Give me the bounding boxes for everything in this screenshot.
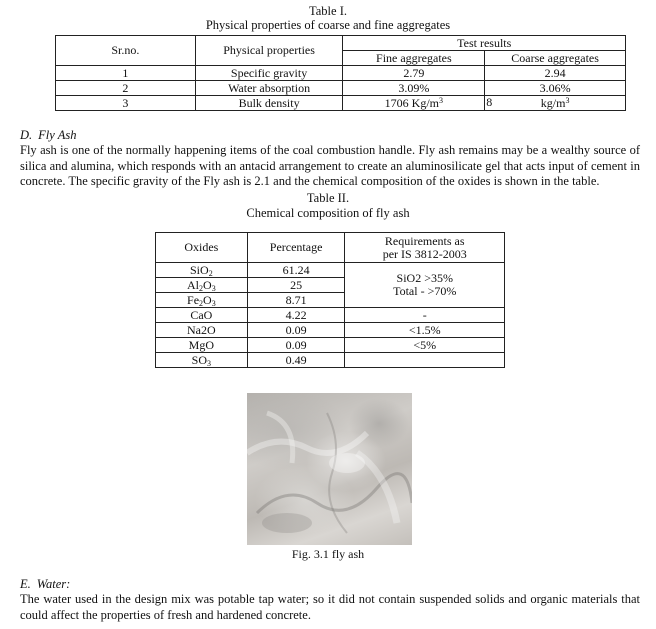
table-row xyxy=(156,353,505,368)
oxide-subscript: 3 xyxy=(207,358,212,368)
header-sr-no: Sr.no. xyxy=(56,36,196,66)
section-e-title: Water: xyxy=(36,577,71,591)
cell-fine xyxy=(343,96,485,111)
cell-requirement: - xyxy=(345,308,505,323)
oxide-formula: SiO xyxy=(190,262,209,277)
table2-title: Table II. xyxy=(306,191,350,205)
cell-requirement: <1.5% xyxy=(345,323,505,338)
cell-property: Bulk density xyxy=(195,96,343,111)
section-d-label: D. xyxy=(20,128,33,142)
oxide-formula-part: O xyxy=(203,292,212,307)
table-row xyxy=(56,66,626,81)
cell-oxide: MgO xyxy=(156,338,248,353)
physical-properties-table xyxy=(55,35,626,111)
header-test-results: Test results xyxy=(343,36,626,51)
table1-title: Table I. xyxy=(309,4,347,18)
oxide-subscript: 2 xyxy=(208,268,213,278)
header-percentage: Percentage xyxy=(247,233,345,263)
section-d-heading xyxy=(20,128,76,143)
fine-unit-sup: 3 xyxy=(439,95,443,105)
header-coarse-aggregates: Coarse aggregates xyxy=(485,51,626,66)
cell-percentage: 61.24 xyxy=(247,263,345,278)
requirements-line2: per IS 3812-2003 xyxy=(382,246,467,261)
cell-percentage: 4.22 xyxy=(247,308,345,323)
cell-percentage: 0.49 xyxy=(247,353,345,368)
cell-property: Specific gravity xyxy=(195,66,343,81)
oxide-subscript: 2 xyxy=(199,298,204,308)
figure-caption: Fig. 3.1 fly ash xyxy=(291,547,365,561)
cell-sr: 2 xyxy=(56,81,196,96)
section-d-paragraph: Fly ash is one of the normally happening items of the coal combustion handle. Fly ash remains may be a wealthy source of silica and alumina, which responds with an antacid arrangement to create an aluminosilicate gel that acts input of cement in concrete. The specific gravity of the Fly ash is 2.1 and the chemical composition of the oxides is shown in the table. xyxy=(20,143,640,188)
oxide-subscript: 2 xyxy=(199,283,204,293)
fine-value: 1706 Kg/m xyxy=(384,95,439,110)
cell-coarse xyxy=(485,96,626,111)
section-d-title: Fly Ash xyxy=(38,128,77,142)
table-row xyxy=(156,263,505,278)
requirements-line1: Requirements as xyxy=(384,233,465,248)
section-e-paragraph: The water used in the design mix was potable tap water; so it did not contain suspended solids and organic materials that could affect the properties of fresh and hardened concrete. xyxy=(20,592,640,622)
oxide-formula: Al xyxy=(187,277,200,292)
cell-requirement xyxy=(345,353,505,368)
cell-merged-requirement xyxy=(345,263,505,308)
cell-percentage: 0.09 xyxy=(247,323,345,338)
table-row xyxy=(56,96,626,111)
cell-requirement: <5% xyxy=(345,338,505,353)
cell-oxide xyxy=(156,293,248,308)
cell-sr: 1 xyxy=(56,66,196,81)
coarse-unit-sup: 3 xyxy=(565,95,570,105)
coarse-stray-digit: 8 xyxy=(486,95,493,109)
cell-oxide: CaO xyxy=(156,308,248,323)
cell-percentage: 25 xyxy=(247,278,345,293)
cell-property: Water absorption xyxy=(195,81,343,96)
header-fine-aggregates: Fine aggregates xyxy=(343,51,485,66)
header-physical-properties: Physical properties xyxy=(195,36,343,66)
cell-percentage: 8.71 xyxy=(247,293,345,308)
requirement-total: Total - >70% xyxy=(393,284,457,298)
cell-coarse: 3.06% xyxy=(485,81,626,96)
oxide-subscript: 3 xyxy=(211,283,216,293)
section-e-heading xyxy=(20,577,70,592)
cell-oxide xyxy=(156,278,248,293)
fly-ash-photo xyxy=(247,393,412,545)
section-e-label: E. xyxy=(20,577,31,591)
cell-oxide xyxy=(156,263,248,278)
table-row xyxy=(156,323,505,338)
cell-percentage: 0.09 xyxy=(247,338,345,353)
oxide-formula-part: O xyxy=(203,277,212,292)
table-row xyxy=(56,81,626,96)
fly-ash-texture xyxy=(247,393,412,545)
header-oxides: Oxides xyxy=(156,233,248,263)
table2-caption: Chemical composition of fly ash xyxy=(246,206,410,220)
cell-oxide xyxy=(156,353,248,368)
cell-sr: 3 xyxy=(56,96,196,111)
oxide-formula: SO xyxy=(191,352,208,367)
table1-caption: Physical properties of coarse and fine aggregates xyxy=(205,18,451,32)
cell-coarse: 2.94 xyxy=(485,66,626,81)
cell-fine: 3.09% xyxy=(343,81,485,96)
oxide-formula: Fe xyxy=(187,292,200,307)
fly-ash-composition-table xyxy=(155,232,505,368)
header-requirements xyxy=(345,233,505,263)
oxide-subscript: 3 xyxy=(211,298,216,308)
cell-fine: 2.79 xyxy=(343,66,485,81)
table-row xyxy=(156,308,505,323)
coarse-value: kg/m xyxy=(540,95,566,110)
table-row xyxy=(156,338,505,353)
cell-oxide: Na2O xyxy=(156,323,248,338)
requirement-sio2: SiO2 >35% xyxy=(396,271,453,285)
